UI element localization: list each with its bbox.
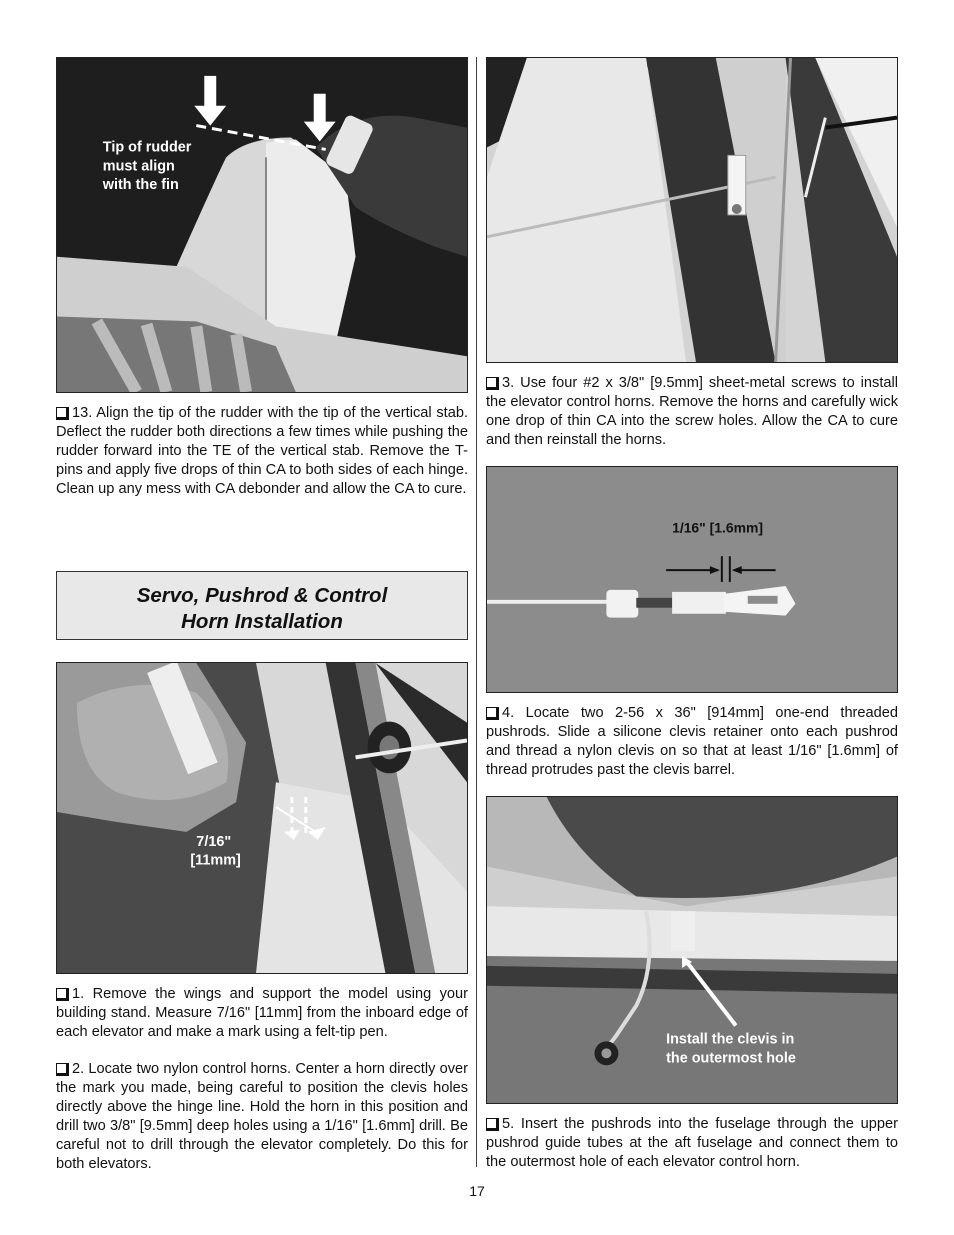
rudder-caption-line-3: with the fin	[102, 177, 179, 194]
section-title-line-2: Horn Installation	[181, 610, 343, 633]
clevis-caption: 1/16" [1.6mm]	[672, 519, 764, 536]
checkbox-icon[interactable]	[486, 707, 497, 718]
checkbox-icon[interactable]	[486, 377, 497, 388]
checkbox-icon[interactable]	[56, 1063, 67, 1074]
checkbox-icon[interactable]	[56, 407, 67, 418]
elevator-caption-line-2: [11mm]	[190, 852, 241, 869]
section-title-line-1: Servo, Pushrod & Control	[136, 584, 388, 607]
outermost-caption-line-1: Install the clevis in	[666, 1031, 795, 1048]
step-1-text: 1. Remove the wings and support the model using your building stand. Measure 7/16" [11mm] from the inboard edge of each elevator and make a mark using a felt-tip pen.	[56, 986, 468, 1040]
step-3-paragraph	[486, 374, 898, 450]
elevator-caption-line-1: 7/16"	[196, 833, 232, 850]
photo-clevis-thread	[486, 466, 898, 693]
rudder-caption-line-1: Tip of rudder	[102, 139, 192, 156]
step-3-text: 3. Use four #2 x 3/8" [9.5mm] sheet-metal screws to install the elevator control horns. Remove the horns and carefully wick one drop of thin CA into the screw holes. Allow the CA to cure and then reinstall the horns.	[486, 375, 898, 448]
step-5-text: 5. Insert the pushrods into the fuselage through the upper pushrod guide tubes at the aft fuselage and connect them to the outermost hole of each elevator control horn.	[486, 1116, 898, 1170]
photo-control-horns	[486, 57, 898, 363]
photo-elevator-mark	[56, 662, 468, 974]
step-4-paragraph	[486, 704, 898, 780]
photo-outermost-hole	[486, 796, 898, 1104]
step-13-paragraph	[56, 404, 468, 499]
checkbox-icon[interactable]	[56, 988, 67, 999]
checkbox-icon[interactable]	[486, 1118, 497, 1129]
rudder-caption-line-2: must align	[102, 158, 175, 175]
step-5-paragraph	[486, 1115, 898, 1172]
step-2-text: 2. Locate two nylon control horns. Center a horn directly over the mark you made, being careful to position the clevis holes directly above the hinge line. Hold the horn in this position and drill two 3/8" [9.5mm] deep holes using a 1/16" [1.6mm] drill. Be careful not to drill through the elevator completely. Do this for both elevators.	[56, 1061, 468, 1172]
section-heading	[56, 571, 468, 640]
column-divider	[476, 57, 477, 1167]
outermost-caption-line-2: the outermost hole	[666, 1050, 796, 1067]
step-2-paragraph	[56, 1060, 468, 1173]
step-1-paragraph	[56, 985, 468, 1042]
step-4-text: 4. Locate two 2-56 x 36" [914mm] one-end threaded pushrods. Slide a silicone clevis retainer onto each pushrod and thread a nylon clevis on so that at least 1/16" [1.6mm] of thread protrudes past the clevis barrel.	[486, 705, 898, 778]
step-13-text: 13. Align the tip of the rudder with the tip of the vertical stab. Deflect the rudder both directions a few times while pushing the rudder forward into the TE of the vertical stab. Remove the T-pins and apply five drops of thin CA to both sides of each hinge. Clean up any mess with CA debonder and allow the CA to cure.	[56, 405, 468, 497]
photo-rudder-alignment	[56, 57, 468, 393]
page-number: 17	[469, 1183, 485, 1199]
